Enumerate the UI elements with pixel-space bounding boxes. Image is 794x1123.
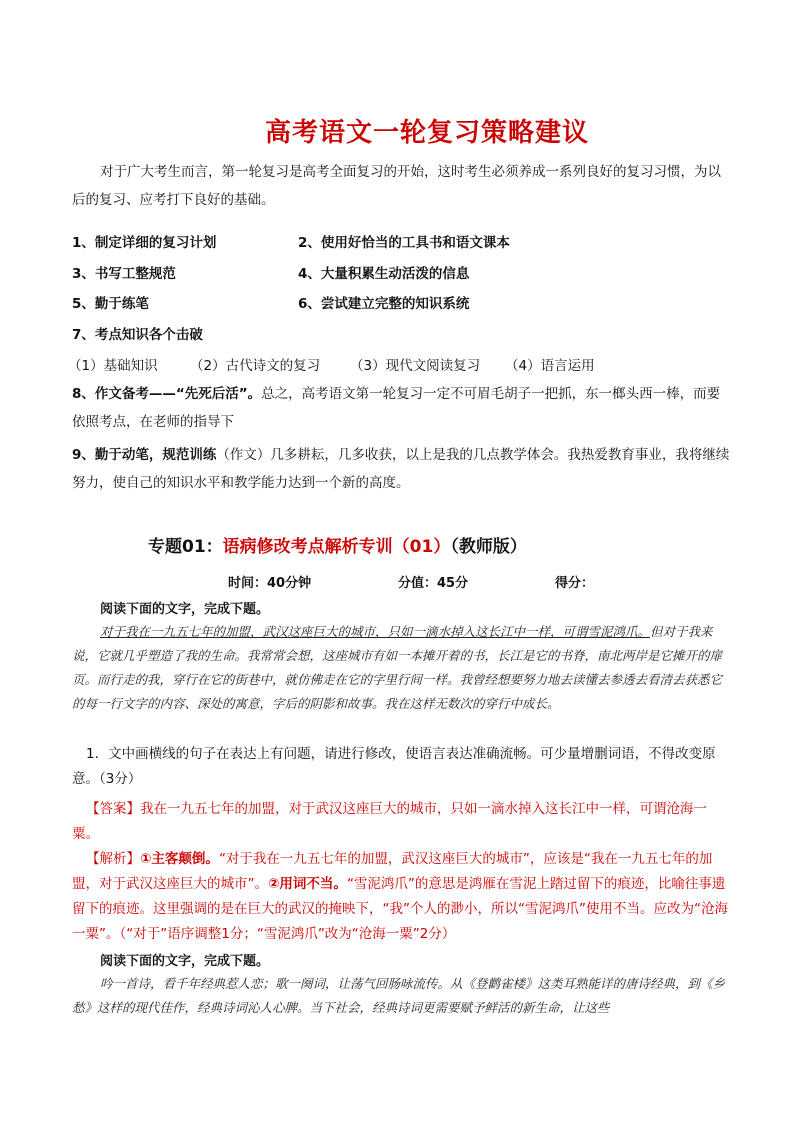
time-label: 时间：40分钟 (228, 576, 312, 591)
reading-instruction-1: 阅读下面的文字，完成下题。 (100, 602, 270, 617)
reading-passage-1 (72, 620, 732, 716)
reading-instruction-2: 阅读下面的文字，完成下题。 (100, 954, 270, 969)
answer-block (72, 797, 732, 847)
analysis-block (72, 847, 732, 947)
got-label: 得分： (555, 576, 595, 591)
topic-suffix: （教师版） (450, 537, 527, 557)
analysis-point-2: ②用词不当。 (268, 876, 347, 892)
page-title: 高考语文一轮复习策略建议 (264, 118, 589, 148)
passage-rest: 但对于我来说，它就几乎塑造了我的生命。我常常会想，这座城市有如一本摊开着的书，长江是它的书脊，南北两岸是它摊开的扉页。而行走的我，穿行在它的街巷中，就仿佛走在它的字里行间一样。我曾经想要努力地去读懂去参透去看清去获悉它的每一行文字的内容、深处的寓意，字后的阴影和故事。我在这样无数次的穿行中成长。 (72, 624, 723, 711)
tip-8-body: 总之，高考语文第一轮复习一定不可眉毛胡子一把抓，东一榔头西一棒，而要依照考点，在老师的指导下 (72, 386, 721, 430)
tip-2: 2、使用好恰当的工具书和语文课本 (298, 235, 510, 251)
tip-8-head: 8、作文备考——“先死后活”。 (72, 386, 262, 402)
tip-1: 1、制定详细的复习计划 (72, 235, 217, 251)
subtip-1: （1）基础知识 (68, 358, 158, 374)
subtip-4: （4）语言运用 (505, 358, 595, 374)
tip-9-body: （作文）几多耕耘，几多收获，以上是我的几点教学体会。我热爱教育事业，我将继续努力，使自己的知识水平和教学能力达到一个新的高度。 (72, 447, 730, 491)
question-1: 1．文中画横线的句子在表达上有问题，请进行修改，使语言表达准确流畅。可少量增删词语，不得改变原意。（3分） (72, 746, 716, 787)
analysis-point-1: ①主客颠倒。 (140, 851, 219, 867)
subtip-3: （3）现代文阅读复习 (350, 358, 481, 374)
reading-passage-2: 吟一首诗，看千年经典惹人恋；歌一阕词，让荡气回肠咏流传。从《登鹳雀楼》这类耳熟能详的唐诗经典，到《乡愁》这样的现代佳作，经典诗词沁人心脾。当下社会，经典诗词更需要赋予鲜活的新生命，让这些 (72, 976, 726, 1015)
intro-paragraph: 对于广大考生而言，第一轮复习是高考全面复习的开始，这时考生必须养成一系列良好的复习习惯，为以后的复习、应考打下良好的基础。 (72, 164, 721, 208)
topic-prefix: 专题01： (148, 537, 223, 557)
answer-label: 【答案】 (86, 801, 140, 817)
analysis-text-1: “对于我在一九五七年的加盟，武汉这座巨大的城市”，应该是“我在一九五七年的加盟，对于武汉这座巨大的城市”。 (72, 851, 713, 892)
tip-6: 6、尝试建立完整的知识系统 (298, 296, 470, 312)
tip-8 (72, 380, 732, 436)
answer-text: 我在一九五七年的加盟，对于武汉这座巨大的城市，只如一滴水掉入这长江中一样，可谓沧海一粟。 (72, 801, 707, 842)
tip-9-head: 9、勤于动笔，规范训练 (72, 447, 217, 463)
tip-4: 4、大量积累生动活泼的信息 (298, 266, 470, 282)
tip-3: 3、书写工整规范 (72, 266, 176, 282)
topic-name: 语病修改考点解析专训（01） (222, 537, 451, 557)
score-label: 分值：45分 (398, 576, 469, 591)
tip-7: 7、考点知识各个击破 (72, 327, 203, 343)
topic-heading (148, 532, 527, 557)
tip-9 (72, 441, 732, 497)
analysis-text-2: “雪泥鸿爪”的意思是鸿雁在雪泥上踏过留下的痕迹，比喻往事遗留下的痕迹。这里强调的是在巨大的武汉的掩映下，“我”个人的渺小，所以“雪泥鸿爪”使用不当。应改为“沧海一粟”。（“对于”语序调整1分；“雪泥鸿爪”改为“沧海一粟”2分） (72, 876, 728, 942)
subtip-2: （2）古代诗文的复习 (190, 358, 321, 374)
underlined-sentence: 对于我在一九五七年的加盟，武汉这座巨大的城市，只如一滴水掉入这长江中一样，可谓雪泥鸿爪。 (100, 624, 651, 639)
analysis-label: 【解析】 (86, 851, 140, 867)
tip-5: 5、勤于练笔 (72, 296, 149, 312)
